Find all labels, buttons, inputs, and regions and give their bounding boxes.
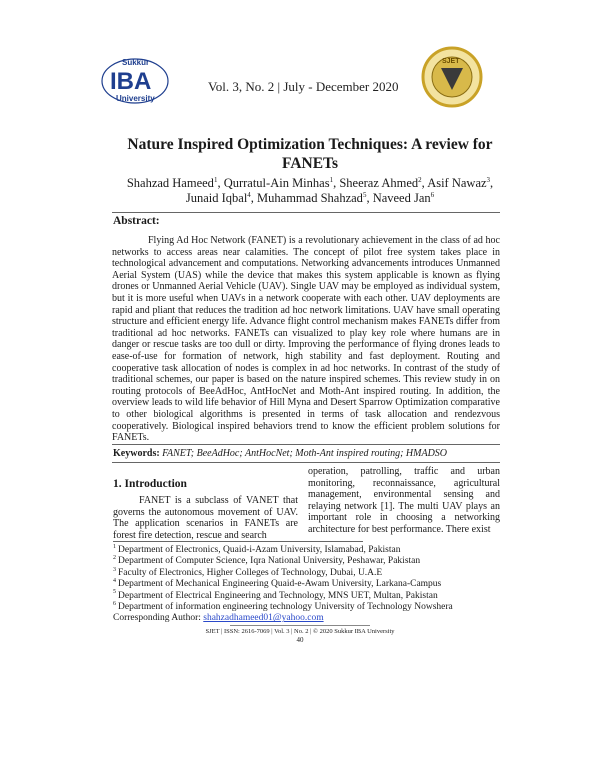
footnote-text: Faculty of Electronics, Higher Colleges of Technology, Dubai, U.A.E (118, 567, 383, 578)
author-affiliation-mark: 1 (329, 175, 334, 184)
introduction-right-column: operation, patrolling, traffic and urban monitoring, reconnaissance, agricultural management, environmental sensing and relaying network [1]. The multi UAV plays an important role in choosing a networking architecture for best performance. There exist (308, 466, 500, 535)
footnote-mark: 3 (113, 566, 116, 573)
page-number: 40 (296, 636, 304, 644)
author-affiliation-mark: 3 (486, 175, 491, 184)
author-name: Qurratul-Ain Minhas (223, 176, 330, 190)
logo-text-bottom: University (116, 94, 155, 103)
author-name: Junaid Iqbal (185, 191, 248, 205)
divider (112, 444, 500, 445)
author-name: Muhammad Shahzad (257, 191, 363, 205)
paper-title-line-2: FANETs (282, 155, 338, 172)
footnote-list (113, 545, 508, 613)
affiliation-footnote (113, 602, 508, 613)
divider (112, 462, 500, 463)
abstract-heading: Abstract: (113, 215, 160, 227)
author-affiliation-mark: 6 (430, 190, 435, 199)
affiliation-footnote (113, 591, 508, 602)
sjet-journal-logo (421, 46, 483, 108)
author-separator: , (217, 176, 224, 190)
footnote-text: Department of Computer Science, Iqra National University, Peshawar, Pakistan (118, 556, 421, 567)
author-affiliation-mark: 5 (362, 190, 367, 199)
journal-footer: SJET | ISSN: 2616-7069 | Vol. 3 | No. 2 | © 2020 Sukkur IBA University (205, 628, 395, 635)
footnote-text: Department of Electrical Engineering and Technology, MNS UET, Multan, Pakistan (118, 590, 438, 601)
corresponding-author-line (113, 613, 508, 624)
footnote-text: Department of Electronics, Quaid-i-Azam University, Islamabad, Pakistan (118, 545, 401, 555)
affiliation-footnote (113, 579, 508, 590)
footnote-mark: 4 (113, 578, 116, 585)
author-separator: , (333, 176, 340, 190)
author-affiliation-mark: 1 (213, 175, 218, 184)
footnote-mark: 6 (113, 600, 116, 607)
keywords-value: FANET; BeeAdHoc; AntHocNet; Moth-Ant inspired routing; HMADSO (162, 448, 448, 459)
footnote-mark: 1 (113, 543, 116, 550)
authors-line-2 (110, 191, 510, 206)
author-name: Asif Nawaz (427, 176, 487, 190)
author-affiliation-mark: 2 (418, 175, 422, 184)
author-name: Shahzad Hameed (126, 176, 214, 190)
affiliation-footnote (113, 556, 508, 567)
author-name: Naveed Jan (372, 191, 431, 205)
abstract-text: Flying Ad Hoc Network (FANET) is a revolutionary achievement in the class of ad hoc networks to access areas near calamities. The concept of pilot free system takes place in technological advancement and computations. Networking advancements introduces Unmanned Aerial System (UAS) while the device that makes this system applicable is known as flying drones or Unmanned Aerial Vehicle (UAV). Single UAV may be employed as individual system, but it is more useful when UAVs in a network cooperate with each other. UAV deployments are rapid and pliant that reduces the tradition ad hoc network limitations. UAV have small operating structure and efficient energy life. Advance flight control mechanism makes FANETs differ from traditional ad hoc networks. FANETs can visualized to play key role where humans are in danger or rescue tasks are too dull or dirty. Improving the performance of flying drones leads to ease-of-use for formation of network, high stability and fast deployment. Routing and cooperative task allocation of nodes is complex in ad hoc networks. In contrast of the study of traditional schemes, our paper is based on the nature inspired schemes. This review study in on routing protocols of BeeAdHoc, AntHocNet and Moth-Ant inspired routing. In addition, the overview leads to wild life behavior of Hill Myna and Desert Sparrow Optimization comparative to other biological algorithms is presented in terms of task allocation and rendezvous cooperatively. Biological inspired behaviors trend to know the efficient problem solutions for FANETs. (112, 235, 500, 444)
logo-text-top: Sukkur (122, 58, 150, 67)
corresponding-author-label: Corresponding Author: (113, 613, 204, 624)
journal-volume-line: Vol. 3, No. 2 | July - December 2020 (208, 79, 399, 94)
author-separator: , (421, 176, 428, 190)
logo-text-main: IBA (110, 68, 152, 95)
footer-divider (230, 625, 370, 626)
section-heading-introduction: 1. Introduction (113, 478, 187, 490)
sjet-logo-text: SJET (442, 58, 460, 65)
author-separator: , (490, 176, 494, 190)
footnote-text: Department of Mechanical Engineering Quaid-e-Awam University, Larkana-Campus (118, 579, 442, 590)
author-affiliation-mark: 4 (247, 190, 251, 199)
author-separator: , (250, 191, 258, 205)
corresponding-author-email-link[interactable]: shahzadhameed01@yahoo.com (203, 613, 324, 624)
footnote-mark: 2 (113, 555, 116, 562)
affiliation-footnote (113, 568, 508, 579)
keywords-label: Keywords: (113, 448, 160, 459)
keywords-line (113, 448, 501, 459)
affiliation-footnote (113, 545, 508, 556)
footnote-text: Department of information engineering technology University of Technology Nowshera (118, 602, 453, 613)
affiliation-footnotes (113, 545, 508, 625)
introduction-left-column: FANET is a subclass of VANET that governs the autonomous movement of UAV. The application scenarios in FANETs are forest fire detection, rescue and search (113, 495, 298, 541)
paper-title-line-1: Nature Inspired Optimization Techniques: A review for (127, 136, 493, 153)
footnote-mark: 5 (113, 589, 116, 596)
iba-university-logo (100, 45, 170, 115)
author-separator: , (366, 191, 373, 205)
divider (112, 212, 500, 213)
footnote-divider (113, 541, 363, 542)
authors-line-1 (110, 176, 510, 191)
author-name: Sheeraz Ahmed (339, 176, 419, 190)
